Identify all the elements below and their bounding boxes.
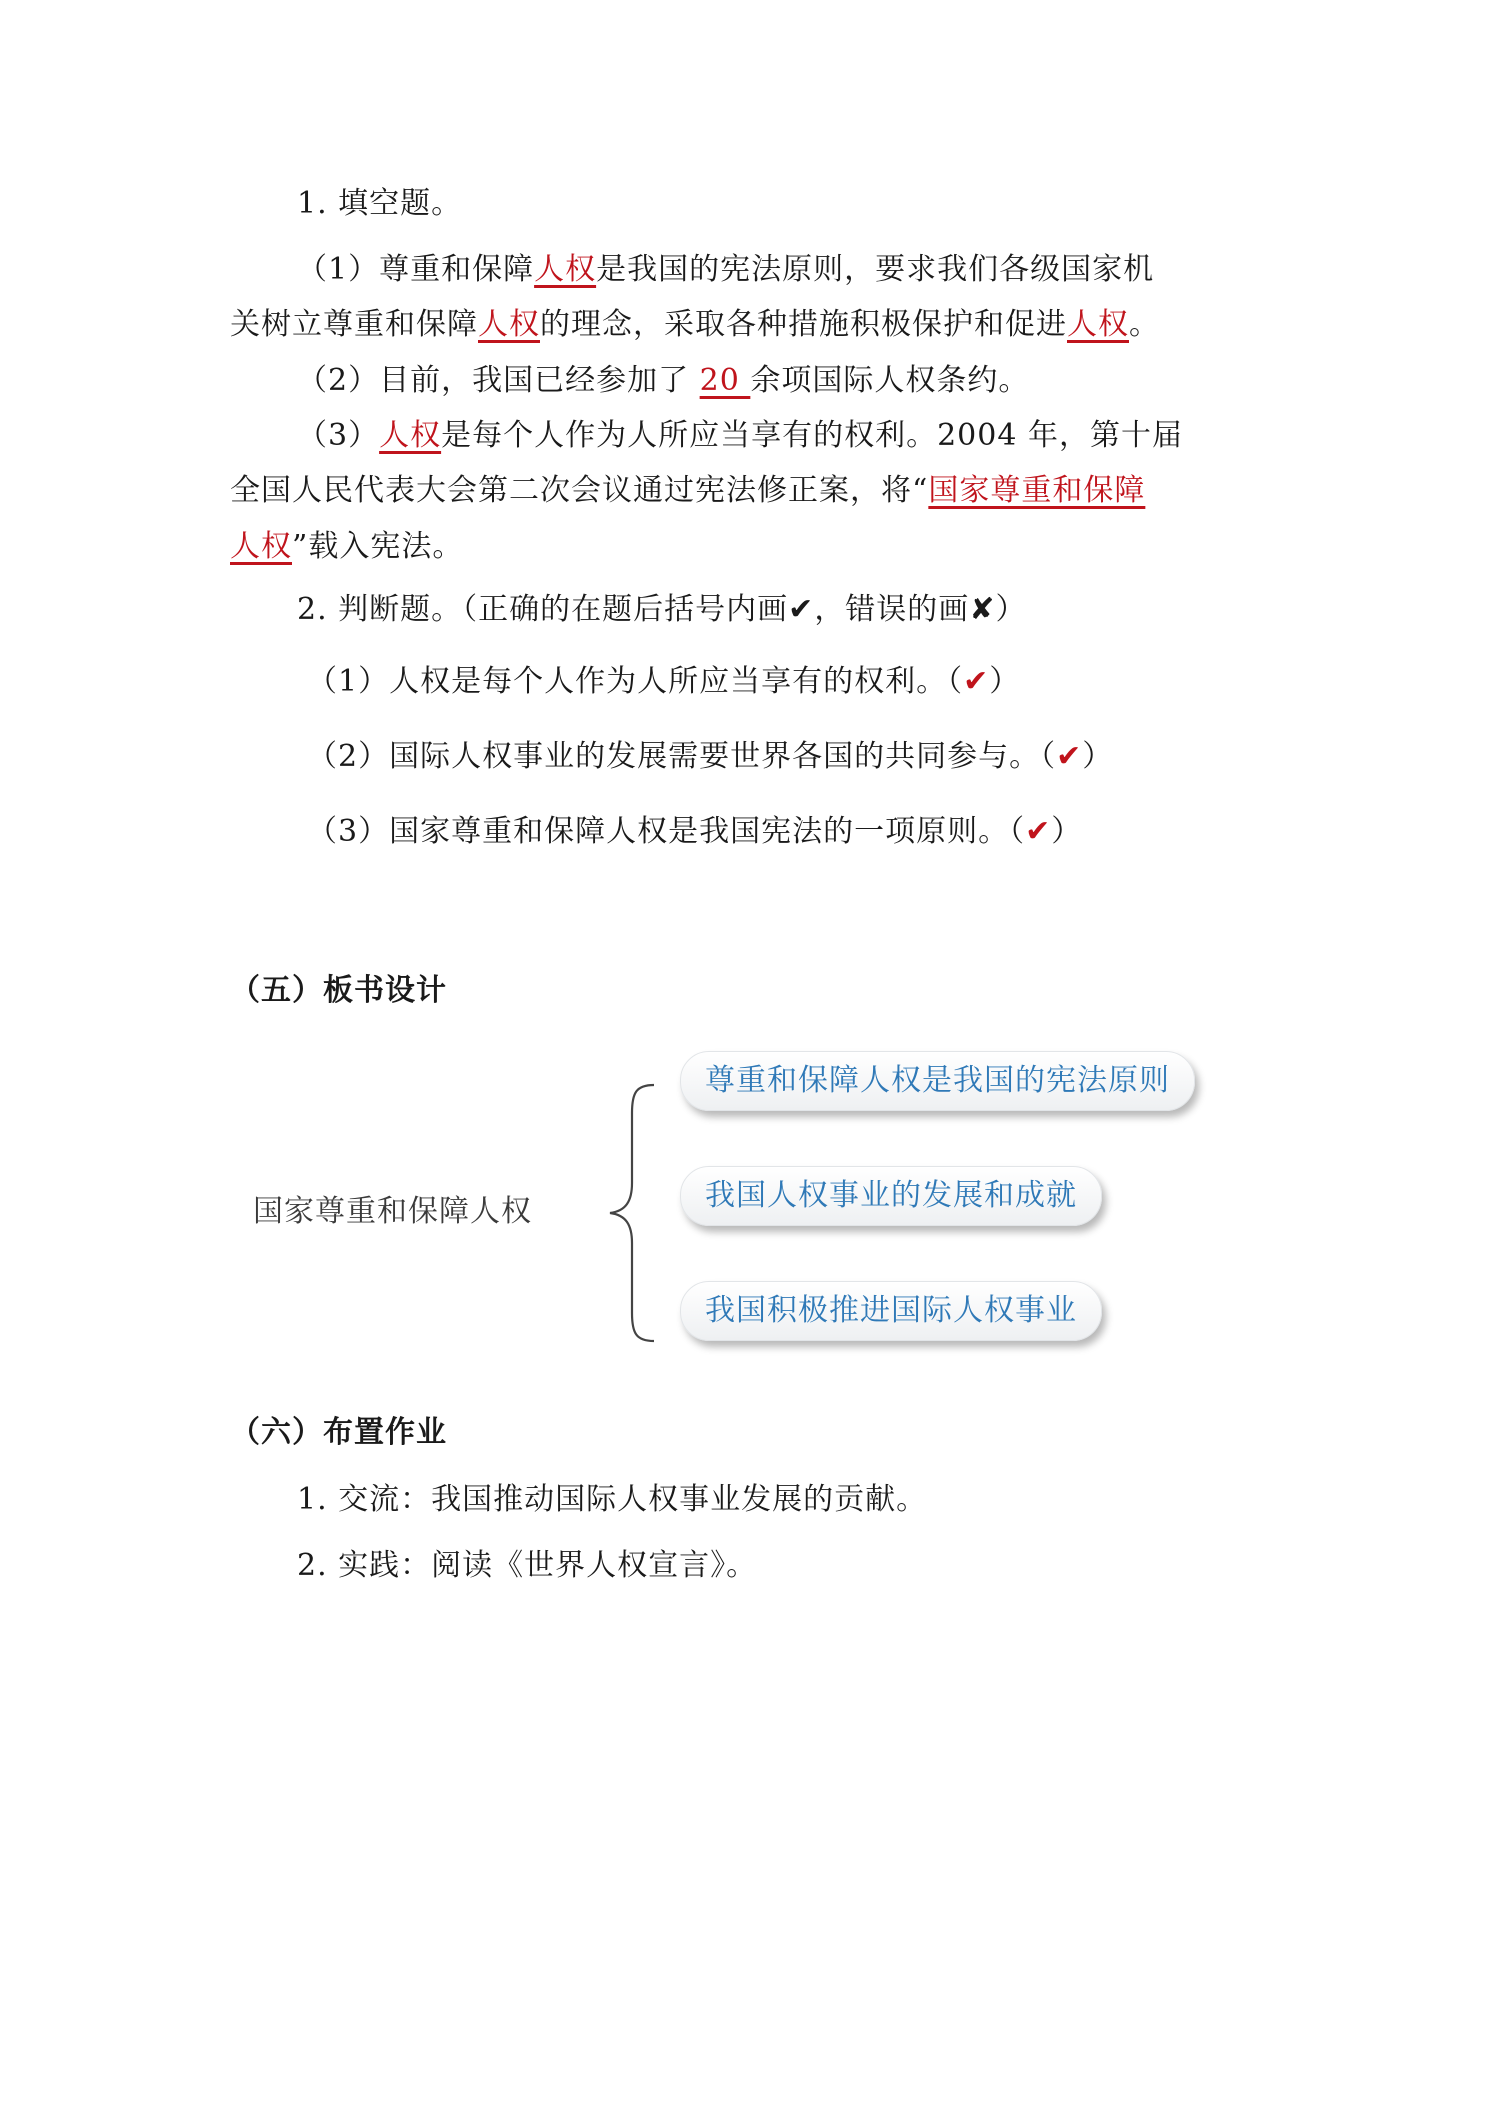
fill-blank-q3-line3 xyxy=(230,527,463,567)
q3-answer-2b: 人权 xyxy=(230,529,292,564)
board-branch-2: 我国人权事业的发展和成就 xyxy=(680,1166,1102,1226)
judge-item-close: ） xyxy=(1082,739,1114,774)
fill-blank-q3-line2 xyxy=(230,471,1145,511)
q1-text-2: 是我国的宪法原则，要求我们各级国家机 xyxy=(596,252,1155,287)
q1-answer-3: 人权 xyxy=(1067,307,1129,342)
judge-item-close: ） xyxy=(989,664,1021,699)
cross-mark-icon: ✘ xyxy=(969,592,996,627)
board-branch-1: 尊重和保障人权是我国的宪法原则 xyxy=(680,1051,1195,1111)
fill-blank-q1-line2 xyxy=(230,305,1160,345)
q1-text-5: 。 xyxy=(1129,307,1160,342)
q3-number: （3） xyxy=(297,418,380,453)
check-mark-icon: ✔ xyxy=(1056,739,1083,774)
homework-item: 2. 实践：阅读《世界人权宣言》。 xyxy=(297,1548,758,1583)
judge-heading-post: ） xyxy=(995,592,1027,627)
judge-item-text: （2）国际人权事业的发展需要世界各国的共同参与。（ xyxy=(307,739,1057,774)
judge-item-close: ） xyxy=(1051,814,1083,849)
judge-heading-mid: ，错误的画 xyxy=(814,592,970,627)
board-branch-3: 我国积极推进国际人权事业 xyxy=(680,1281,1102,1341)
homework-item: 1. 交流：我国推动国际人权事业发展的贡献。 xyxy=(297,1482,928,1517)
check-mark-icon: ✔ xyxy=(788,592,815,627)
check-mark-icon: ✔ xyxy=(1025,814,1052,849)
board-root-topic: 国家尊重和保障人权 xyxy=(253,1194,532,1229)
q3-answer-1: 人权 xyxy=(379,418,442,453)
q3-text-3: ”载入宪法。 xyxy=(292,529,464,564)
q1-number: （1） xyxy=(297,252,380,287)
q2-text-1: 目前，我国已经参加了 xyxy=(379,363,700,398)
judge-item xyxy=(307,737,1113,777)
q2-number: （2） xyxy=(297,363,380,398)
judge-heading xyxy=(297,590,1026,630)
judge-item xyxy=(307,662,1020,702)
q3-text-2: 全国人民代表大会第二次会议通过宪法修正案，将“ xyxy=(230,473,929,508)
judge-item xyxy=(307,812,1082,852)
fill-blank-heading: 1. 填空题。 xyxy=(297,186,463,221)
fill-blank-q2 xyxy=(297,361,1029,401)
check-mark-icon: ✔ xyxy=(963,664,990,699)
homework-heading: （六）布置作业 xyxy=(230,1415,447,1450)
q3-text-1: 是每个人作为人所应当享有的权利。2004 年，第十届 xyxy=(441,418,1183,453)
judge-heading-pre: 2. 判断题。（正确的在题后括号内画 xyxy=(297,592,789,627)
q1-text-1: 尊重和保障 xyxy=(379,252,535,287)
q3-answer-2a: 国家尊重和保障 xyxy=(928,473,1146,508)
fill-blank-q3-line1 xyxy=(297,416,1183,456)
q1-text-3: 关树立尊重和保障 xyxy=(230,307,478,342)
curly-brace-icon xyxy=(606,1083,656,1343)
q1-answer-1: 人权 xyxy=(534,252,597,287)
q2-answer-1: 20 xyxy=(699,363,751,398)
q1-answer-2: 人权 xyxy=(478,307,540,342)
judge-item-text: （3）国家尊重和保障人权是我国宪法的一项原则。（ xyxy=(307,814,1026,849)
board-heading: （五）板书设计 xyxy=(230,973,447,1008)
judge-item-text: （1）人权是每个人作为人所应当享有的权利。（ xyxy=(307,664,964,699)
q1-text-4: 的理念，采取各种措施积极保护和促进 xyxy=(540,307,1067,342)
fill-blank-q1-line1 xyxy=(297,250,1154,290)
q2-text-2: 余项国际人权条约。 xyxy=(750,363,1030,398)
